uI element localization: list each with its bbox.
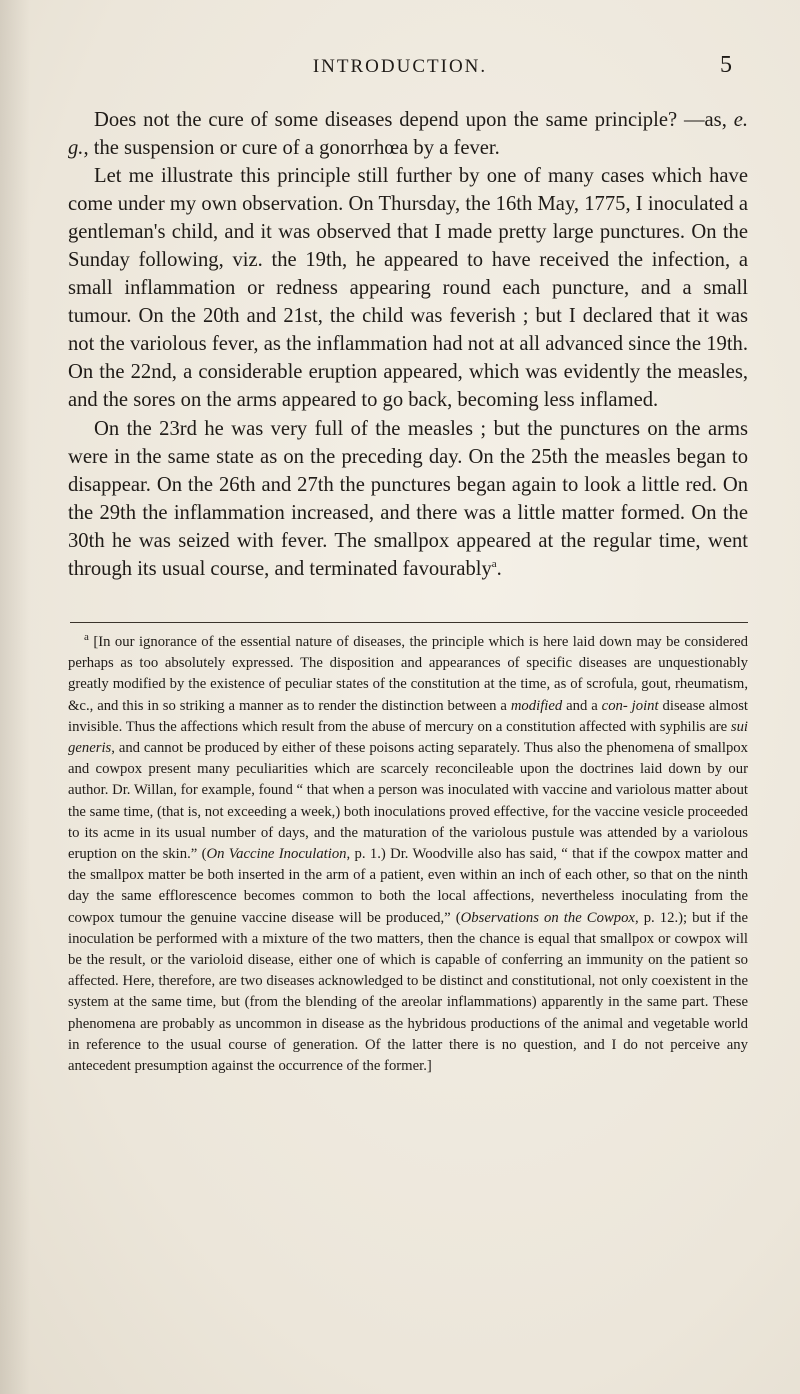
footnote-text-3: disease almost invisible. Thus the affections which result from the abuse of mercury on a constitution affected with syphilis are (68, 697, 748, 735)
paragraph-3-end: . (496, 557, 502, 580)
footnote-citation-2: Observations on the Cowpox (460, 909, 635, 926)
paragraph-3 (68, 415, 748, 583)
page-number: 5 (720, 52, 732, 78)
footnote (68, 632, 748, 1077)
footnote-italic-modified: modified (510, 697, 563, 714)
footnote-text-1: [In our ignorance of the essential nature of diseases, the principle which is here laid down may be considered perhaps as too absolutely expressed. The disposition and appearances of specific diseases are unquestionably greatly modified by the existence of peculiar states of the constitution at the time, as of scrofula, gout, rheumatism, &c., and this in so striking a manner as to render the distinction between a (68, 634, 749, 714)
footnote-marker: a (84, 631, 89, 644)
main-text (68, 106, 748, 583)
running-title: INTRODUCTION. (312, 56, 488, 77)
page-header (60, 52, 740, 86)
paragraph-3-text: On the 23rd he was very full of the measles ; but the punctures on the arms were in the same state as on the preceding day. On the 25th the measles began to disappear. On the 26th and 27th the punctures began again to look a little red. On the 29th the inflammation increased, and there was a little matter formed. On the 30th he was seized with fever. The smallpox appeared at the regular time, went through its usual course, and terminated favourably (68, 417, 748, 580)
footnote-text-6: , p. 12.); but if the inoculation be performed with a mixture of the two matters, then the chance is equal that smallpox or cowpox will be the result, or the varioloid disease, either one of which is capable of conferring an immunity on the patient so affected. Here, therefore, are two diseases acknowledged to be distinct and constitutional, not only coexistent in the system at the same time, but (from the blending of the areolar inflammations) apparently in the same part. These phenomena are probably as uncommon in disease as the hybridous productions of the animal and vegetable world in reference to the usual course of generation. Of the latter there is no question, and I do not perceive any antecedent presumption against the occurrence of the former.] (68, 909, 748, 1075)
footnote-text-4: , and cannot be produced by either of these poisons acting separately. Thus also the phenomena of smallpox and cowpox present many peculiarities which are scarcely reconcileable upon the doctrines laid down by our author. Dr. Willan, for example, found “ that when a person was inoculated with vaccine and variolous matter about the same time, (that is, not exceeding a week,) both inoculations proved effective, for the vaccine vesicle proceeded to its acme in its usual number of days, and the maturation of the variolous pustule was attended by a variolous eruption on the skin.” ( (68, 740, 748, 863)
footnote-divider (70, 622, 748, 623)
page-edge-shadow (0, 0, 30, 1394)
paragraph-2: Let me illustrate this principle still further by one of many cases which have come under my own observation. On Thursday, the 16th May, 1775, I inoculated a gentleman's child, and it was observed that I made pretty large punctures. On the Sunday following, viz. the 19th, he appeared to have received the infection, a small inflammation or redness appearing round each puncture, and a small tumour. On the 20th and 21st, the child was feverish ; but I declared that it was not the variolous fever, as the inflammation had not at all advanced since the 19th. On the 22nd, a considerable eruption appeared, which was evidently the measles, and the sores on the arms appeared to go back, becoming less inflamed. (68, 165, 748, 412)
paragraph-1-text-b: , the suspension or cure of a gonorrhœa by a fever. (83, 137, 500, 160)
paragraph-1-text-a: Does not the cure of some diseases depend upon the same principle? —as, (94, 109, 734, 131)
footnote-text-5: , p. 1.) Dr. Woodville also has said, “ that if the cowpox matter and the smallpox matter be both inserted in the arm of a patient, even within an inch of each other, so that on the ninth day the same efflorescence becomes common to both the local affections, nevertheless inoculating from the cowpox tumour the genuine vaccine disease will be produced,” ( (68, 846, 748, 926)
footnote-citation-1: On Vaccine Inoculation (206, 846, 347, 863)
footnote-text-2: and a (562, 697, 602, 714)
footnote-italic-sui-generis: sui generis (68, 718, 748, 757)
paragraph-1-eg: e. g. (68, 109, 748, 160)
paragraph-1 (68, 106, 748, 162)
footnote-reference: a (491, 557, 497, 570)
footnote-italic-conjoint: con- joint (601, 697, 659, 714)
